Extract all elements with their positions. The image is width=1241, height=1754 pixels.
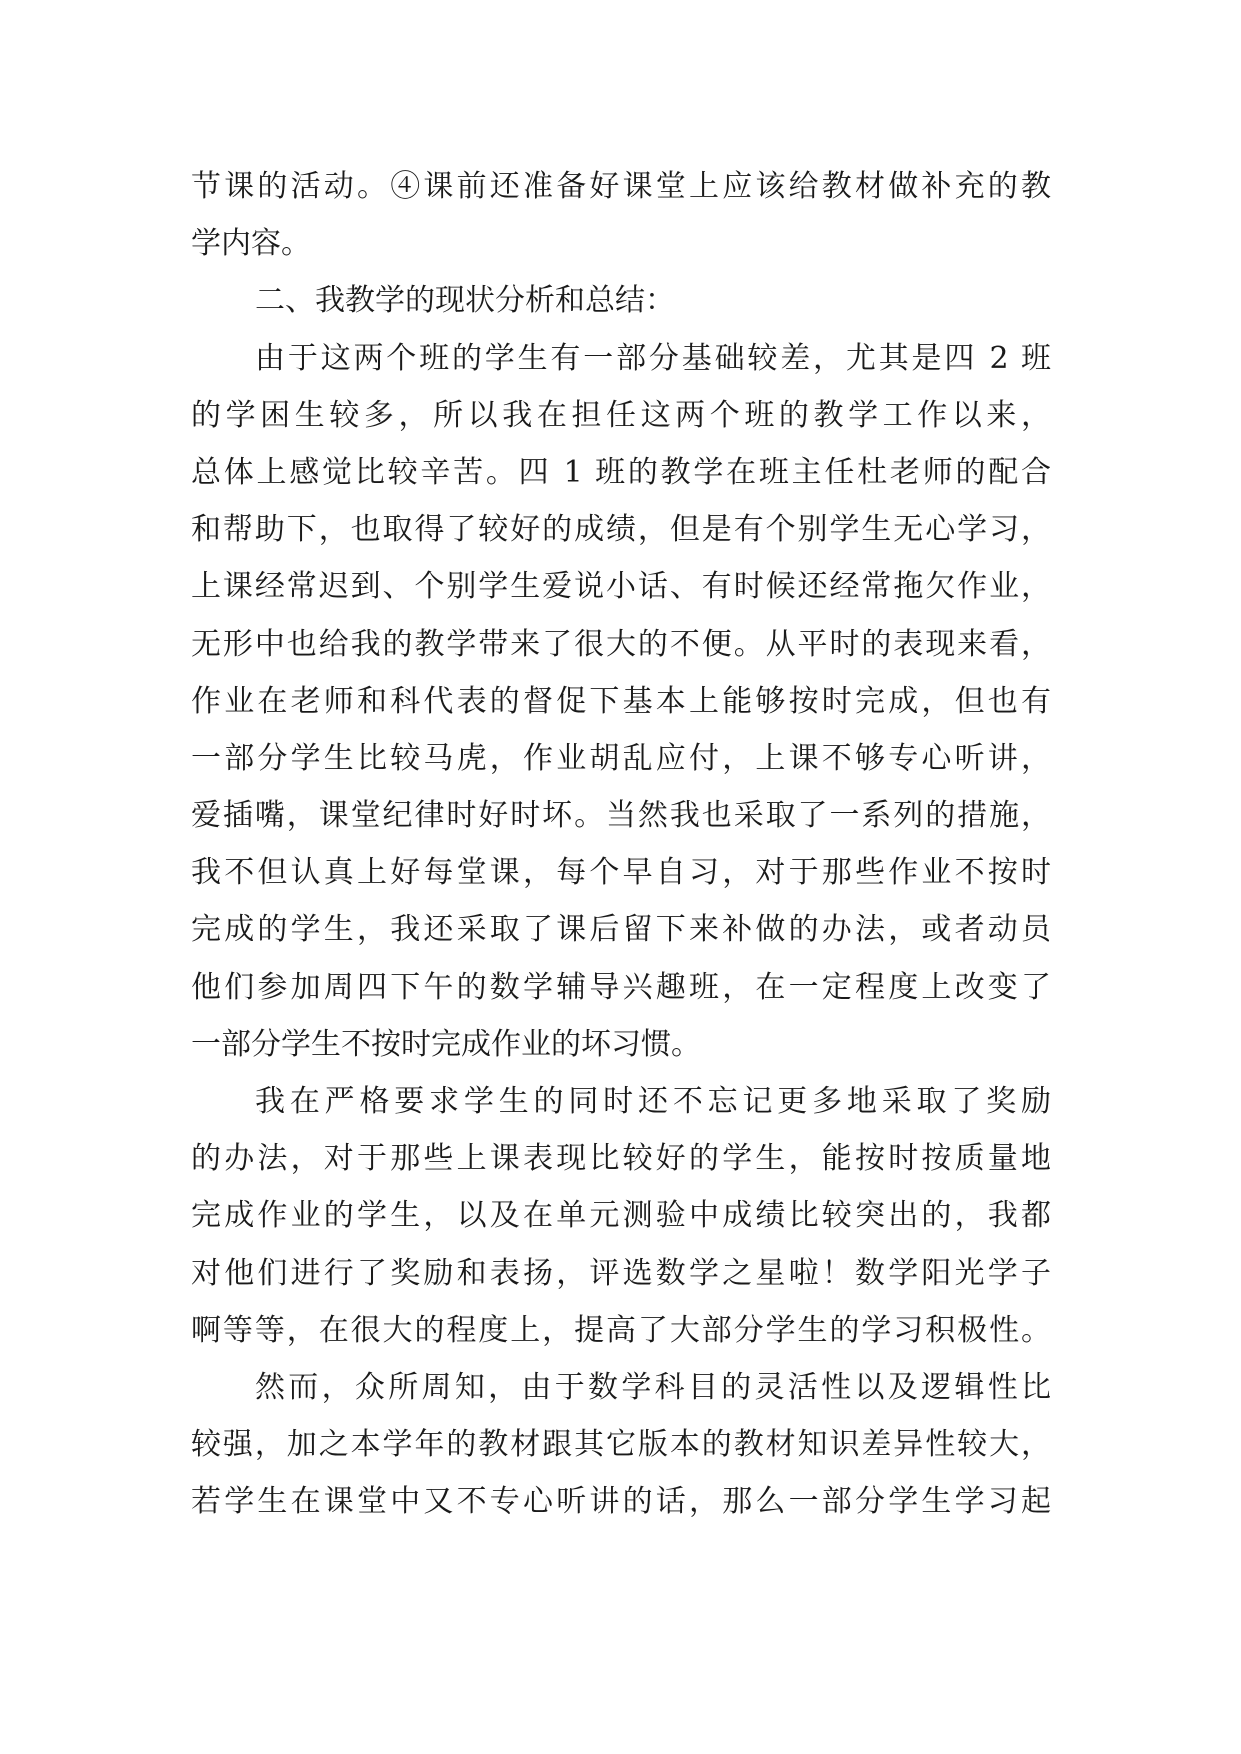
text-line: 完成的学生，我还采取了课后留下来补做的办法，或者动员 <box>191 912 1051 948</box>
text-line: 完成作业的学生，以及在单元测验中成绩比较突出的，我都 <box>191 1198 1051 1234</box>
text-line: 爱插嘴，课堂纪律时好时坏。当然我也采取了一系列的措施， <box>191 798 1051 834</box>
text-line: 啊等等，在很大的程度上，提高了大部分学生的学习积极性。 <box>191 1312 1051 1348</box>
text-line: 我在严格要求学生的同时还不忘记更多地采取了奖励 <box>255 1084 1051 1119</box>
text-line: 对他们进行了奖励和表扬，评选数学之星啦！数学阳光学子 <box>191 1255 1051 1291</box>
text-line: 节课的活动。④课前还准备好课堂上应该给教材做补充的教 <box>191 169 1051 204</box>
text-line: 他们参加周四下午的数学辅导兴趣班，在一定程度上改变了 <box>191 969 1051 1005</box>
text-line: 由于这两个班的学生有一部分基础较差，尤其是四 2 班 <box>255 340 1051 376</box>
text-line: 一部分学生不按时完成作业的坏习惯。 <box>191 1026 701 1062</box>
text-line: 无形中也给我的教学带来了很大的不便。从平时的表现来看， <box>191 626 1051 662</box>
text-line: 较强，加之本学年的教材跟其它版本的教材知识差异性较大， <box>191 1427 1051 1463</box>
text-line: 的学困生较多，所以我在担任这两个班的教学工作以来， <box>191 397 1051 433</box>
text-line: 一部分学生比较马虎，作业胡乱应付，上课不够专心听讲， <box>191 740 1051 776</box>
text-line: 和帮助下，也取得了较好的成绩，但是有个别学生无心学习， <box>191 512 1051 548</box>
text-line: 然而，众所周知，由于数学科目的灵活性以及逻辑性比 <box>255 1369 1051 1405</box>
text-line: 若学生在课堂中又不专心听讲的话，那么一部分学生学习起 <box>191 1484 1051 1520</box>
section-heading: 二、我教学的现状分析和总结： <box>255 283 675 319</box>
text-line: 我不但认真上好每堂课，每个早自习，对于那些作业不按时 <box>191 855 1051 891</box>
document-body <box>191 158 1051 1531</box>
text-line: 作业在老师和科代表的督促下基本上能够按时完成，但也有 <box>191 683 1051 719</box>
text-line: 总体上感觉比较辛苦。四 1 班的教学在班主任杜老师的配合 <box>191 454 1051 490</box>
text-line: 学内容。 <box>191 226 311 262</box>
text-line: 上课经常迟到、个别学生爱说小话、有时候还经常拖欠作业， <box>191 569 1051 605</box>
text-line: 的办法，对于那些上课表现比较好的学生，能按时按质量地 <box>191 1141 1051 1177</box>
